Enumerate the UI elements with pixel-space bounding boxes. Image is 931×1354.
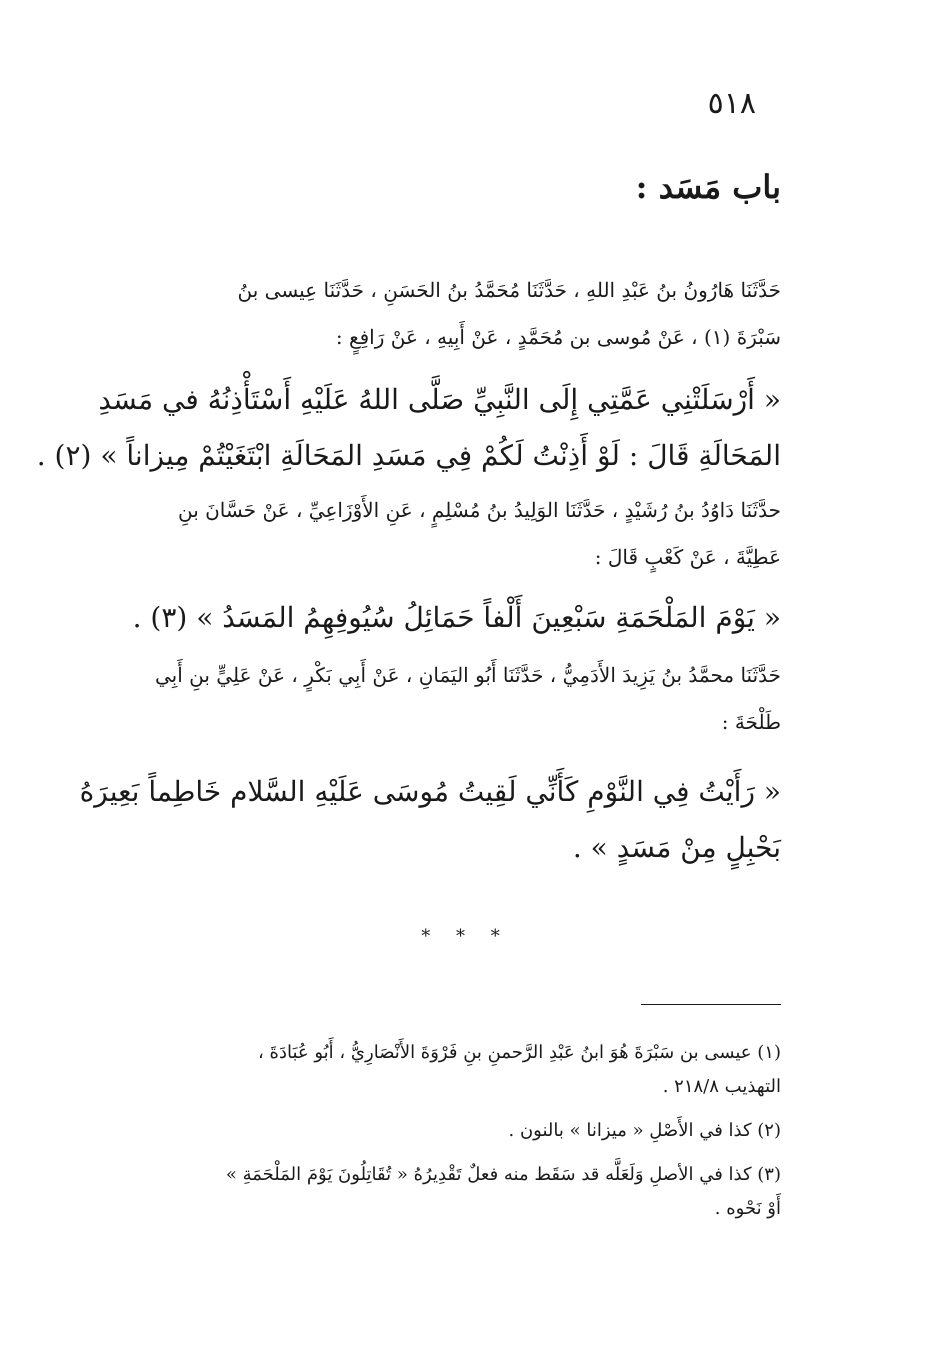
chapter-title: باب مَسَد :	[635, 168, 781, 206]
isnad-paragraph	[151, 267, 781, 361]
footnote-2	[141, 1114, 781, 1148]
isnad-paragraph	[151, 487, 781, 581]
text-line: سَبْرَةَ (١) ، عَنْ مُوسى بن مُحَمَّدٍ ، عَنْ أَبِيهِ ، عَنْ رَافِعٍ :	[335, 325, 781, 349]
text-line: حَدَّثَنَا هَارُونُ بنُ عَبْدِ اللهِ ، حَدَّثَنَا مُحَمَّدُ بنُ الحَسَنِ ، حَدَّثَنَا عِيسى بنُ	[237, 278, 781, 302]
footnote-divider	[641, 1004, 781, 1005]
text-line: حدَّثَنَا دَاوُدُ بنُ رُشَيْدٍ ، حَدَّثَنَا الوَلِيدُ بنُ مُسْلِمٍ ، عَنِ الأَوْزَاعِيِّ ، عَنْ حَسَّانَ بنِ	[177, 498, 781, 522]
footnote-1	[141, 1036, 781, 1104]
hadith-text	[132, 590, 781, 646]
isnad-paragraph	[151, 652, 781, 746]
text-line: المَحَالَةِ قَالَ : لَوْ أَذِنْتُ لَكُمْ فِي مَسَدِ المَحَالَةِ ابْتَغَيْتُمْ مِيزاناً » (٢) .	[36, 439, 781, 472]
text-line: حَدَّثَنَا محمَّدُ بنُ يَزِيدَ الأَدَمِيُّ ، حَدَّثَنَا أَبُو اليَمَانِ ، عَنْ أَبِي بَكْرٍ ، عَنْ عَلِيٍّ بنِ أَبِي	[155, 663, 781, 687]
text-line: « يَوْمَ المَلْحَمَةِ سَبْعِينَ أَلْفاً حَمَائِلُ سُيُوفِهِمُ المَسَدُ » (٣) .	[132, 601, 781, 634]
footnote-line: (٢) كذا في الأَصْلِ « ميزانا » بالنون .	[508, 1120, 781, 1141]
footnote-line: أَوْ نَحْوه .	[714, 1198, 781, 1219]
page-number: ٥١٨	[707, 86, 756, 121]
text-line: « رَأَيْتُ فِي النَّوْمِ كَأَنِّي لَقِيتُ مُوسَى عَلَيْهِ السَّلام خَاطِماً بَعِيرَهُ	[79, 775, 781, 808]
text-line: عَطِيَّةَ ، عَنْ كَعْبٍ قَالَ :	[594, 545, 781, 569]
text-line: طَلْحَةَ :	[721, 710, 781, 734]
footnote-3	[141, 1158, 781, 1226]
footnote-line: (٣) كذا في الأصلِ وَلَعَلَّه قد سَقَط منه فعلٌ تَقْدِيرُهُ « تُقَاتِلُونَ يَوْمَ المَلْحَمَةِ »	[225, 1164, 781, 1185]
section-separator: * * *	[421, 926, 510, 947]
footnote-line: التهذيب ٢١٨/٨ .	[662, 1076, 781, 1097]
text-line: بَحْبِلٍ مِنْ مَسَدٍ » .	[572, 831, 781, 864]
text-line: « أَرْسَلَتْنِي عَمَّتِي إِلَى النَّبِيِّ صَلَّى اللهُ عَلَيْهِ أَسْتَأْذِنُهُ في مَسَدِ	[98, 383, 781, 416]
footnotes	[141, 1036, 781, 1236]
hadith-text	[36, 372, 781, 484]
hadith-text	[79, 764, 781, 876]
footnote-line: (١) عيسى بن سَبْرَةَ هُوَ ابنُ عَبْدِ الرَّحمنِ بنِ فَرْوَةَ الأَنْصَارِيُّ ، أَبُو عُبَادَةَ ،	[258, 1042, 781, 1063]
